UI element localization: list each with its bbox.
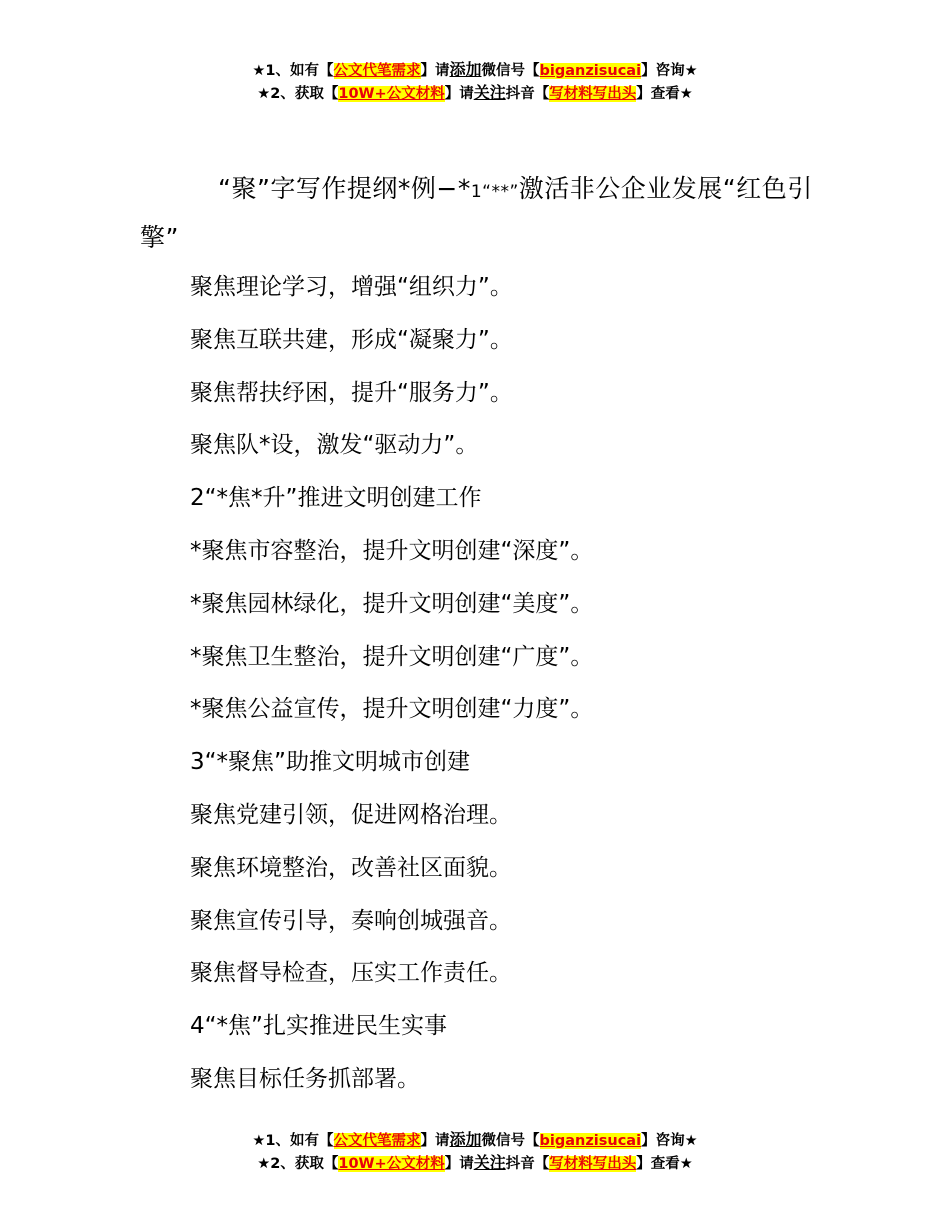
banner-text: 】咨询★ bbox=[641, 63, 698, 79]
banner-text: 】请 bbox=[444, 1156, 474, 1172]
highlight-materials: 10W+公文材料 bbox=[338, 1156, 445, 1172]
footer-banner bbox=[0, 1129, 950, 1175]
outline-item: 聚焦帮扶纾困，提升“服务力”。 bbox=[190, 379, 513, 406]
banner-text: 微信号【 bbox=[481, 1133, 540, 1149]
outline-item: 聚焦队*设，激发“驱动力”。 bbox=[190, 432, 479, 459]
banner-text: ★1、如有【 bbox=[252, 1133, 334, 1149]
outline-item: *聚焦市容整治，提升文明创建“深度”。 bbox=[190, 537, 594, 564]
highlight-wechat-id: biganzisucai bbox=[539, 1133, 642, 1149]
underlined-word: 关注 bbox=[473, 1153, 506, 1172]
outline-item: 聚焦督导检查，压实工作责任。 bbox=[190, 960, 512, 987]
outline-item: *聚焦园林绿化，提升文明创建“美度”。 bbox=[190, 590, 594, 617]
highlight-materials: 10W+公文材料 bbox=[338, 86, 445, 102]
highlight-douyin: 写材料写出头 bbox=[549, 1156, 637, 1172]
outline-item: 聚焦宣传引导，奏响创城强音。 bbox=[190, 907, 512, 934]
outline-item: 聚焦互联共建，形成“凝聚力”。 bbox=[190, 326, 513, 353]
highlight-douyin: 写材料写出头 bbox=[549, 86, 637, 102]
highlight-wechat-id: biganzisucai bbox=[539, 63, 642, 79]
banner-text: 抖音【 bbox=[505, 86, 550, 102]
outline-item: 聚焦目标任务抓部署。 bbox=[190, 1065, 420, 1092]
outline-item: 聚焦环境整治，改善社区面貌。 bbox=[190, 854, 512, 881]
banner-text: 抖音【 bbox=[505, 1156, 550, 1172]
banner-text: ★2、获取【 bbox=[257, 86, 339, 102]
title-text: 激活非公企业发展“红色引擎” bbox=[140, 174, 813, 252]
banner-text: ★2、获取【 bbox=[257, 1156, 339, 1172]
banner-text: 】查看★ bbox=[636, 1156, 693, 1172]
highlight-service: 公文代笔需求 bbox=[333, 63, 421, 79]
banner-line-2 bbox=[0, 82, 950, 105]
title-small-text: 1“**” bbox=[470, 182, 519, 202]
section-heading: 3“*聚焦”助推文明城市创建 bbox=[190, 749, 470, 776]
banner-line-1 bbox=[0, 59, 950, 82]
underlined-word: 添加 bbox=[449, 1130, 482, 1149]
banner-text: 】咨询★ bbox=[641, 1133, 698, 1149]
underlined-word: 关注 bbox=[473, 83, 506, 102]
banner-text: ★1、如有【 bbox=[252, 63, 334, 79]
banner-line-2 bbox=[0, 1152, 950, 1175]
highlight-service: 公文代笔需求 bbox=[333, 1133, 421, 1149]
banner-text: 微信号【 bbox=[481, 63, 540, 79]
outline-item: 聚焦党建引领，促进网格治理。 bbox=[190, 801, 512, 828]
header-banner bbox=[0, 59, 950, 105]
outline-body bbox=[190, 270, 830, 1115]
banner-text: 】请 bbox=[420, 63, 450, 79]
outline-item: *聚焦卫生整治，提升文明创建“广度”。 bbox=[190, 643, 594, 670]
banner-line-1 bbox=[0, 1129, 950, 1152]
banner-text: 】请 bbox=[444, 86, 474, 102]
banner-text: 】查看★ bbox=[636, 86, 693, 102]
document-title bbox=[140, 166, 830, 260]
underlined-word: 添加 bbox=[449, 60, 482, 79]
section-heading: 4“*焦”扎实推进民生实事 bbox=[190, 1013, 447, 1040]
banner-text: 】请 bbox=[420, 1133, 450, 1149]
section-heading: 2“*焦*升”推进文明创建工作 bbox=[190, 485, 482, 512]
outline-item: *聚焦公益宣传，提升文明创建“力度”。 bbox=[190, 696, 594, 723]
outline-item: 聚焦理论学习，增强“组织力”。 bbox=[190, 274, 513, 300]
title-text: “聚”字写作提纲*例−* bbox=[218, 174, 471, 203]
